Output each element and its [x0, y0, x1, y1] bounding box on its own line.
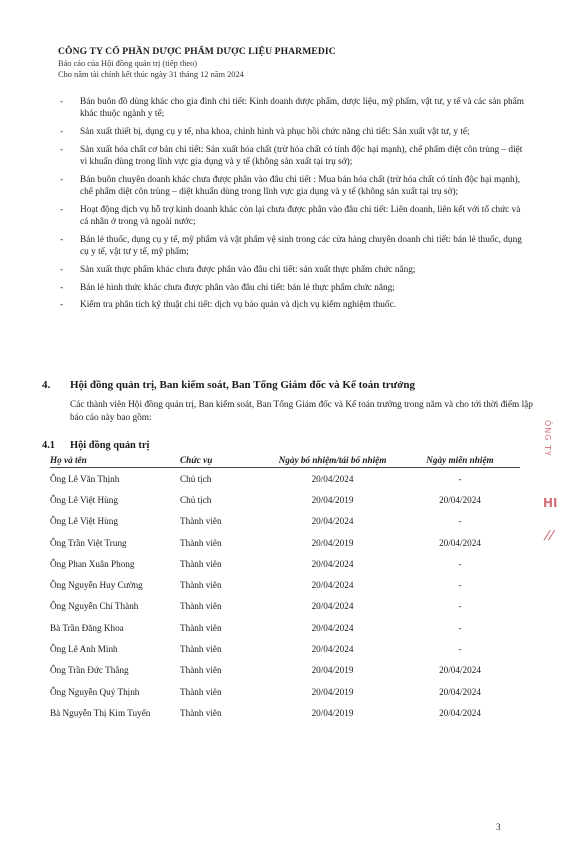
appointed-date: 20/04/2024: [311, 580, 354, 591]
list-item-text: Sản xuất thực phẩm khác chưa được phân vào đâu chi tiết: sản xuất thực phẩm chức năng;: [80, 264, 416, 275]
table-row: [50, 638, 520, 659]
appointed-date: 20/04/2019: [311, 686, 354, 697]
table-row: [50, 468, 520, 490]
bullet-dash: -: [60, 97, 64, 107]
dismissed-date: 20/04/2024: [439, 686, 481, 697]
table-row: [50, 596, 520, 617]
list-item-text: Bán lẻ thuốc, dụng cụ y tế, mỹ phẩm và vật phẩm vệ sinh trong các cửa hàng chuyên doanh chi tiết: bán lẻ thuốc, dụng cụ y tế, vật tư y tế, mỹ phẩm;: [80, 234, 522, 257]
appointed-date: 20/04/2019: [311, 665, 354, 676]
business-lines-list: [60, 96, 530, 317]
dismissed-date: 20/04/2024: [439, 494, 481, 505]
table-row: [50, 553, 520, 574]
table-row: [50, 660, 520, 681]
appointed-date: 20/04/2024: [311, 644, 354, 655]
appointed-date: 20/04/2019: [311, 707, 354, 718]
bullet-dash: -: [60, 282, 64, 293]
member-position: Thành viên: [180, 644, 222, 655]
list-item: [60, 282, 530, 294]
bullet-dash: -: [60, 300, 64, 311]
section-4-intro: Các thành viên Hội đồng quản trị, Ban kiểm soát, Ban Tổng Giám đốc và Kế toán trưởng trong năm và cho tới thời điểm lập báo cáo này bao gồm:: [70, 400, 533, 423]
board-members-table: [50, 453, 520, 724]
table-header-row: [50, 453, 520, 468]
list-item-text: Bán buôn đồ dùng khác cho gia đình chi tiết: Kinh doanh dược phẩm, dược liệu, mỹ phẩm, vật tư, y tế và các sản phẩm khác thuộc ngành y tế;: [80, 97, 524, 120]
member-position: Chủ tịch: [180, 494, 212, 505]
appointed-date: 20/04/2024: [311, 622, 354, 633]
column-header-dismissed: Ngày miễn nhiệm: [400, 453, 520, 468]
member-position: Thành viên: [180, 707, 222, 718]
member-name: Ông Lê Văn Thịnh: [50, 473, 120, 484]
section-number: 4.: [42, 379, 51, 391]
member-name: Ông Lê Việt Hùng: [50, 516, 118, 527]
list-item: [60, 264, 530, 276]
report-period: Cho năm tài chính kết thúc ngày 31 tháng 12 năm 2024: [58, 70, 244, 79]
dismissed-date: -: [458, 644, 462, 655]
list-item: [60, 126, 530, 138]
table-row: [50, 532, 520, 553]
dismissed-date: 20/04/2024: [439, 665, 481, 676]
dismissed-date: -: [458, 622, 462, 633]
bullet-dash: -: [60, 127, 64, 137]
list-item-text: Sản xuất thiết bị, dụng cụ y tế, nha khoa, chỉnh hình và phục hồi chức năng chi tiết: Sản xuất vật tư, y tế;: [80, 127, 470, 137]
appointed-date: 20/04/2019: [311, 537, 354, 548]
list-item: [60, 204, 530, 228]
list-item: [60, 96, 530, 120]
column-header-name: Họ và tên: [50, 453, 180, 468]
member-position: Thành viên: [180, 686, 222, 697]
page-header: [58, 46, 336, 80]
bullet-dash: -: [60, 264, 64, 275]
appointed-date: 20/04/2024: [311, 558, 354, 569]
dismissed-date: -: [458, 558, 462, 569]
member-name: Ông Lê Việt Hùng: [50, 494, 118, 505]
member-position: Chủ tịch: [180, 473, 212, 484]
table-body: [50, 468, 520, 724]
dismissed-date: -: [458, 580, 462, 591]
member-name: Bà Nguyễn Thị Kim Tuyến: [50, 707, 151, 718]
dismissed-date: 20/04/2024: [439, 537, 481, 548]
table-row: [50, 511, 520, 532]
member-name: Bà Trần Đăng Khoa: [50, 622, 124, 633]
appointed-date: 20/04/2024: [311, 601, 354, 612]
table-row: [50, 489, 520, 510]
report-title: Báo cáo của Hội đồng quản trị (tiếp theo): [58, 59, 198, 68]
member-position: Thành viên: [180, 558, 222, 569]
member-name: Ông Nguyễn Chí Thành: [50, 601, 139, 612]
bullet-dash: -: [60, 174, 64, 185]
list-item: [60, 174, 530, 198]
table-row: [50, 574, 520, 595]
member-position: Thành viên: [180, 665, 222, 676]
member-position: Thành viên: [180, 580, 222, 591]
member-name: Ông Nguyễn Quý Thịnh: [50, 686, 140, 697]
section-number: 4.1: [42, 440, 55, 451]
dismissed-date: 20/04/2024: [439, 707, 481, 718]
table-row: [50, 617, 520, 638]
dismissed-date: -: [458, 601, 462, 612]
list-item-text: Sản xuất hóa chất cơ bản chi tiết: Sản xuất hóa chất (trừ hóa chất có tính độc hại mạnh), chế phẩm diệt côn trùng – diệt vi khuẩn dùng trong lĩnh vực gia dụng và y tế (không sản xuất tại trụ sở);: [80, 144, 523, 167]
table-row: [50, 681, 520, 702]
section-title: Hội đồng quản trị, Ban kiểm soát, Ban Tổng Giám đốc và Kế toán trưởng: [70, 379, 415, 391]
stamp-text: HI: [543, 496, 558, 510]
stamp-mark: [543, 420, 559, 560]
section-4-heading: [42, 379, 415, 391]
member-position: Thành viên: [180, 601, 222, 612]
company-name: CÔNG TY CỔ PHẦN DƯỢC PHẨM DƯỢC LIỆU PHARMEDIC: [58, 46, 336, 57]
column-header-appointed: Ngày bổ nhiệm/tái bổ nhiệm: [265, 453, 400, 468]
dismissed-date: -: [458, 516, 462, 527]
bullet-dash: -: [60, 204, 64, 215]
section-title: Hội đồng quản trị: [70, 440, 150, 451]
member-name: Ông Phan Xuân Phong: [50, 558, 135, 569]
member-name: Ông Lê Anh Minh: [50, 644, 118, 655]
bullet-dash: -: [60, 144, 64, 155]
dismissed-date: -: [458, 473, 462, 484]
section-4-1-heading: [42, 440, 149, 451]
member-name: Ông Trần Việt Trung: [50, 537, 127, 548]
list-item-text: Bán buôn chuyên doanh khác chưa được phân vào đâu chi tiết : Mua bán hóa chất (trừ hóa chất có tính độc hại mạnh), chế phẩm diệt côn trùng – diệt khuẩn dùng trong lĩnh vực gia dụng và y tế (không sản xuất tại trụ sở);: [80, 174, 521, 197]
list-item: [60, 234, 530, 258]
table-row: [50, 702, 520, 723]
bullet-dash: -: [60, 234, 64, 245]
list-item-text: Hoạt động dịch vụ hỗ trợ kinh doanh khác còn lại chưa được phân vào đâu chi tiết: Liên doanh, liên kết với tổ chức và cá nhân ở trong và ngoài nước;: [80, 204, 521, 227]
list-item-text: Bán lẻ hình thức khác chưa được phân vào đâu chi tiết: bán lẻ thực phẩm chức năng;: [80, 282, 395, 293]
appointed-date: 20/04/2024: [311, 473, 354, 484]
column-header-position: Chức vụ: [180, 453, 265, 468]
stamp-text: //: [542, 528, 557, 542]
member-position: Thành viên: [180, 622, 222, 633]
page-number: 3: [496, 822, 501, 832]
member-position: Thành viên: [180, 516, 222, 527]
member-name: Ông Nguyễn Huy Cường: [50, 580, 143, 591]
list-item: [60, 144, 530, 168]
member-position: Thành viên: [180, 537, 222, 548]
stamp-text: ÔNG TY: [543, 420, 552, 457]
list-item: [60, 299, 530, 311]
appointed-date: 20/04/2019: [311, 494, 354, 505]
appointed-date: 20/04/2024: [311, 516, 354, 527]
list-item-text: Kiểm tra phân tích kỹ thuật chi tiết: dịch vụ bảo quản và dịch vụ kiểm nghiệm thuốc.: [80, 300, 397, 311]
member-name: Ông Trần Đức Thắng: [50, 665, 129, 676]
